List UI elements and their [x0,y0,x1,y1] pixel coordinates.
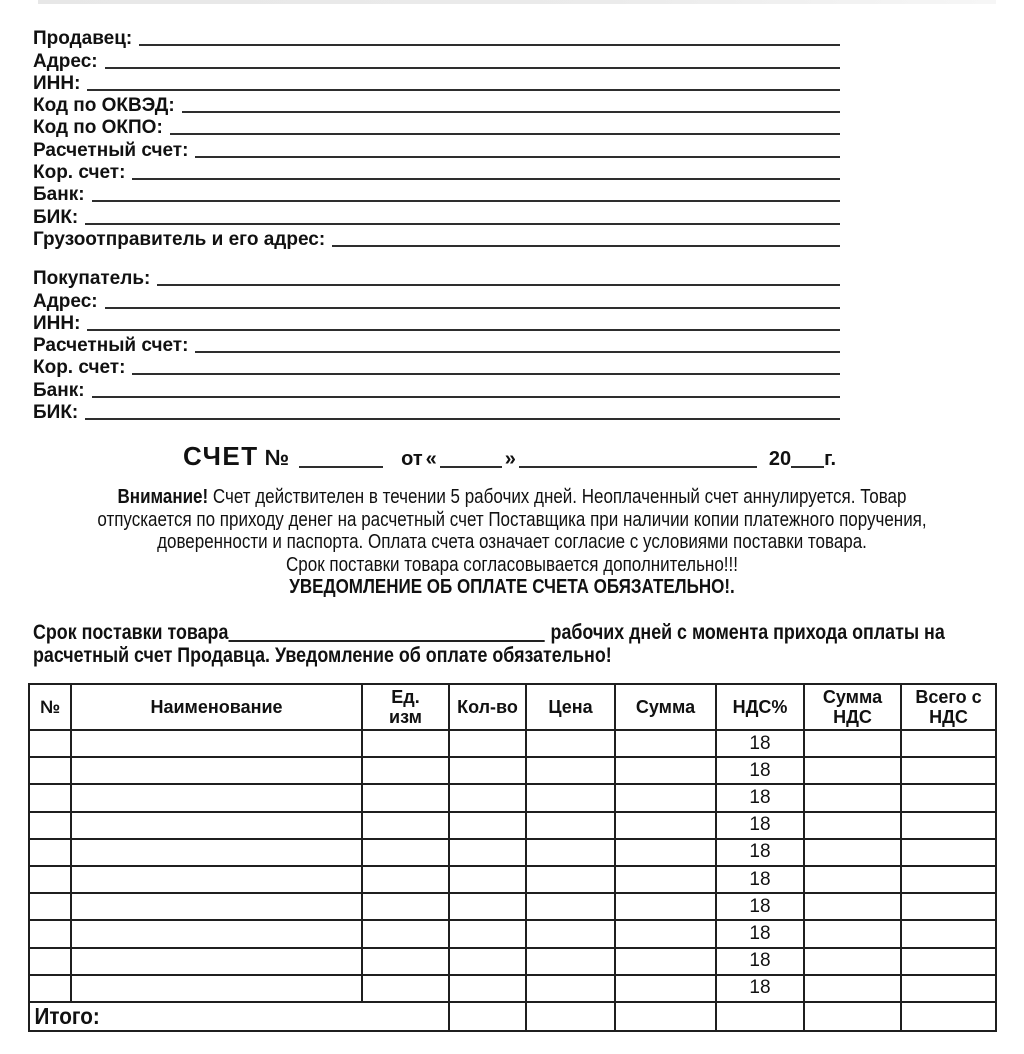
field-label: Кор. счет: [33,162,126,184]
item-row [29,784,996,811]
empty-cell [449,975,526,1002]
blank-line [132,373,840,375]
field-row [33,356,840,378]
blank-line [87,329,840,331]
empty-cell [362,893,449,920]
empty-cell [449,730,526,757]
empty-cell [362,784,449,811]
field-label: БИК: [33,206,79,228]
field-row [33,116,840,138]
empty-cell [71,948,362,975]
empty-cell [901,784,996,811]
vat-cell: 18 [716,730,804,757]
scan-artifact [38,0,996,4]
empty-cell [362,920,449,947]
empty-cell [362,730,449,757]
empty-cell [71,812,362,839]
empty-cell [362,812,449,839]
field-label: Адрес: [33,50,98,72]
open-quote: « [425,448,437,470]
empty-cell [804,920,901,947]
empty-cell [449,812,526,839]
item-row [29,975,996,1002]
empty-cell [449,948,526,975]
field-row [33,401,840,423]
from-word: от [401,448,423,470]
field-row [33,49,840,71]
empty-cell [901,839,996,866]
vat-cell: 18 [716,866,804,893]
total-label: Итого: [34,1002,100,1029]
empty-cell [901,920,996,947]
empty-cell [29,839,71,866]
empty-cell [615,1002,716,1031]
empty-cell [449,1002,526,1031]
empty-cell [71,784,362,811]
empty-cell [29,812,71,839]
field-label: Банк: [33,379,85,401]
blank-line [139,44,840,46]
blank-line [105,307,840,309]
field-label: Адрес: [33,290,98,312]
empty-cell [901,757,996,784]
empty-cell [71,893,362,920]
field-label: ИНН: [33,72,81,94]
items-table [28,683,997,1032]
empty-cell [615,975,716,1002]
empty-cell [804,893,901,920]
empty-cell [29,784,71,811]
empty-cell [804,812,901,839]
vat-cell: 18 [716,948,804,975]
blank-line [132,178,840,180]
empty-cell [29,730,71,757]
field-label: Кор. счет: [33,357,126,379]
empty-cell [449,784,526,811]
vat-cell: 18 [716,975,804,1002]
empty-cell [29,975,71,1002]
field-row [33,161,840,183]
year-prefix: 20 [768,448,792,470]
total-label-cell [29,1002,449,1031]
delivery-line-1 [33,622,994,645]
notice-line-2: отпускается по приходу денег на расчетный счет Поставщика при наличии копии платежного поручения, [97,508,927,531]
field-row [33,289,840,311]
empty-cell [804,784,901,811]
empty-cell [449,920,526,947]
empty-cell [29,920,71,947]
empty-cell [615,730,716,757]
empty-cell [804,866,901,893]
empty-cell [901,1002,996,1031]
blank-line [332,245,840,247]
field-label: ИНН: [33,312,81,334]
empty-cell [526,975,615,1002]
blank-line [85,418,840,420]
column-header: Сумма [615,684,716,730]
field-label: Банк: [33,184,85,206]
item-row [29,812,996,839]
empty-cell [29,757,71,784]
blank-line [170,133,840,135]
column-header: НДС% [716,684,804,730]
field-row [33,183,840,205]
item-row [29,920,996,947]
payment-notice-block [28,486,997,599]
empty-cell [362,948,449,975]
blank-line [92,200,840,202]
blank-line [157,284,840,286]
field-row [33,228,840,250]
notice-line-4: Срок поставки товара согласовывается дополнительно!!! [286,553,738,576]
field-row [33,27,840,49]
empty-cell [526,730,615,757]
blank-line [195,156,840,158]
column-header: Ед. изм [362,684,449,730]
empty-cell [526,812,615,839]
empty-cell [901,948,996,975]
notice-line-5: УВЕДОМЛЕНИЕ ОБ ОПЛАТЕ СЧЕТА ОБЯЗАТЕЛЬНО!. [289,576,735,599]
empty-cell [29,893,71,920]
empty-cell [615,866,716,893]
delivery-line-2: расчетный счет Продавца. Уведомление об оплате обязательно! [33,643,612,667]
year-suffix: г. [824,448,837,470]
delivery-after-blank: рабочих дней с момента прихода оплаты на [550,621,945,644]
empty-cell [29,866,71,893]
item-row [29,948,996,975]
field-row [33,138,840,160]
column-header: Цена [526,684,615,730]
empty-cell [615,839,716,866]
header-row [29,684,996,730]
invoice-word: СЧЕТ [183,441,259,471]
date-day-blank [440,466,502,468]
empty-cell [71,757,362,784]
item-row [29,757,996,784]
field-label: Расчетный счет: [33,335,189,357]
blank-line [85,223,840,225]
field-row [33,72,840,94]
empty-cell [71,730,362,757]
empty-cell [362,866,449,893]
blank-line [92,396,840,398]
field-label: Продавец: [33,28,133,50]
vat-cell: 18 [716,757,804,784]
empty-cell [615,757,716,784]
empty-cell [615,920,716,947]
empty-cell [804,839,901,866]
empty-cell [362,757,449,784]
blank-line [182,111,840,113]
empty-cell [526,920,615,947]
blank-line [105,67,840,69]
empty-cell [71,975,362,1002]
empty-cell [71,839,362,866]
blank-line [195,351,840,353]
number-sign: № [264,445,290,470]
date-month-blank [519,466,757,468]
column-header: Всего с НДС [901,684,996,730]
field-label: Покупатель: [33,268,151,290]
field-row [33,312,840,334]
empty-cell [804,1002,901,1031]
field-label: Расчетный счет: [33,139,189,161]
empty-cell [615,812,716,839]
empty-cell [449,866,526,893]
empty-cell [71,920,362,947]
invoice-number-blank [299,466,383,468]
delivery-terms-block [33,622,994,667]
field-label: Грузоотправитель и его адрес: [33,228,326,250]
empty-cell [526,866,615,893]
empty-cell [615,784,716,811]
invoice-title-line [183,441,836,472]
column-header: Сумма НДС [804,684,901,730]
column-header: Кол-во [449,684,526,730]
field-row [33,267,840,289]
empty-cell [804,757,901,784]
vat-cell: 18 [716,812,804,839]
empty-cell [526,784,615,811]
blank-line [87,89,840,91]
vat-cell: 18 [716,839,804,866]
item-row [29,730,996,757]
notice-line-3: доверенности и паспорта. Оплата счета означает согласие с условиями поставки товара. [157,531,867,554]
vat-cell: 18 [716,920,804,947]
empty-cell [526,893,615,920]
field-row [33,334,840,356]
notice-line-1-text: Счет действителен в течении 5 рабочих дней. Неоплаченный счет аннулируется. Товар [208,486,907,508]
empty-cell [716,1002,804,1031]
empty-cell [615,893,716,920]
item-row [29,893,996,920]
empty-cell [526,839,615,866]
column-header: № [29,684,71,730]
field-row [33,378,840,400]
empty-cell [901,866,996,893]
empty-cell [449,893,526,920]
empty-cell [901,730,996,757]
empty-cell [901,975,996,1002]
close-quote: » [504,448,516,470]
empty-cell [804,730,901,757]
seller-section [33,27,840,250]
empty-cell [526,948,615,975]
empty-cell [526,1002,615,1031]
empty-cell [29,948,71,975]
year-blank [791,466,824,468]
empty-cell [449,757,526,784]
notice-attention-word: Внимание! [117,486,209,508]
empty-cell [449,839,526,866]
empty-cell [901,893,996,920]
empty-cell [71,866,362,893]
delivery-days-blank [228,640,544,642]
buyer-section [33,267,840,423]
empty-cell [804,948,901,975]
item-row [29,839,996,866]
vat-cell: 18 [716,893,804,920]
empty-cell [526,757,615,784]
empty-cell [362,839,449,866]
notice-line-1 [28,486,997,509]
delivery-before-blank: Срок поставки товара [33,621,229,644]
empty-cell [615,948,716,975]
field-row [33,94,840,116]
field-label: Код по ОКВЭД: [33,95,175,117]
field-label: БИК: [33,402,79,424]
column-header: Наименование [71,684,362,730]
empty-cell [362,975,449,1002]
vat-cell: 18 [716,784,804,811]
total-row [29,1002,996,1031]
field-row [33,205,840,227]
field-label: Код по ОКПО: [33,117,163,139]
empty-cell [901,812,996,839]
item-row [29,866,996,893]
empty-cell [804,975,901,1002]
